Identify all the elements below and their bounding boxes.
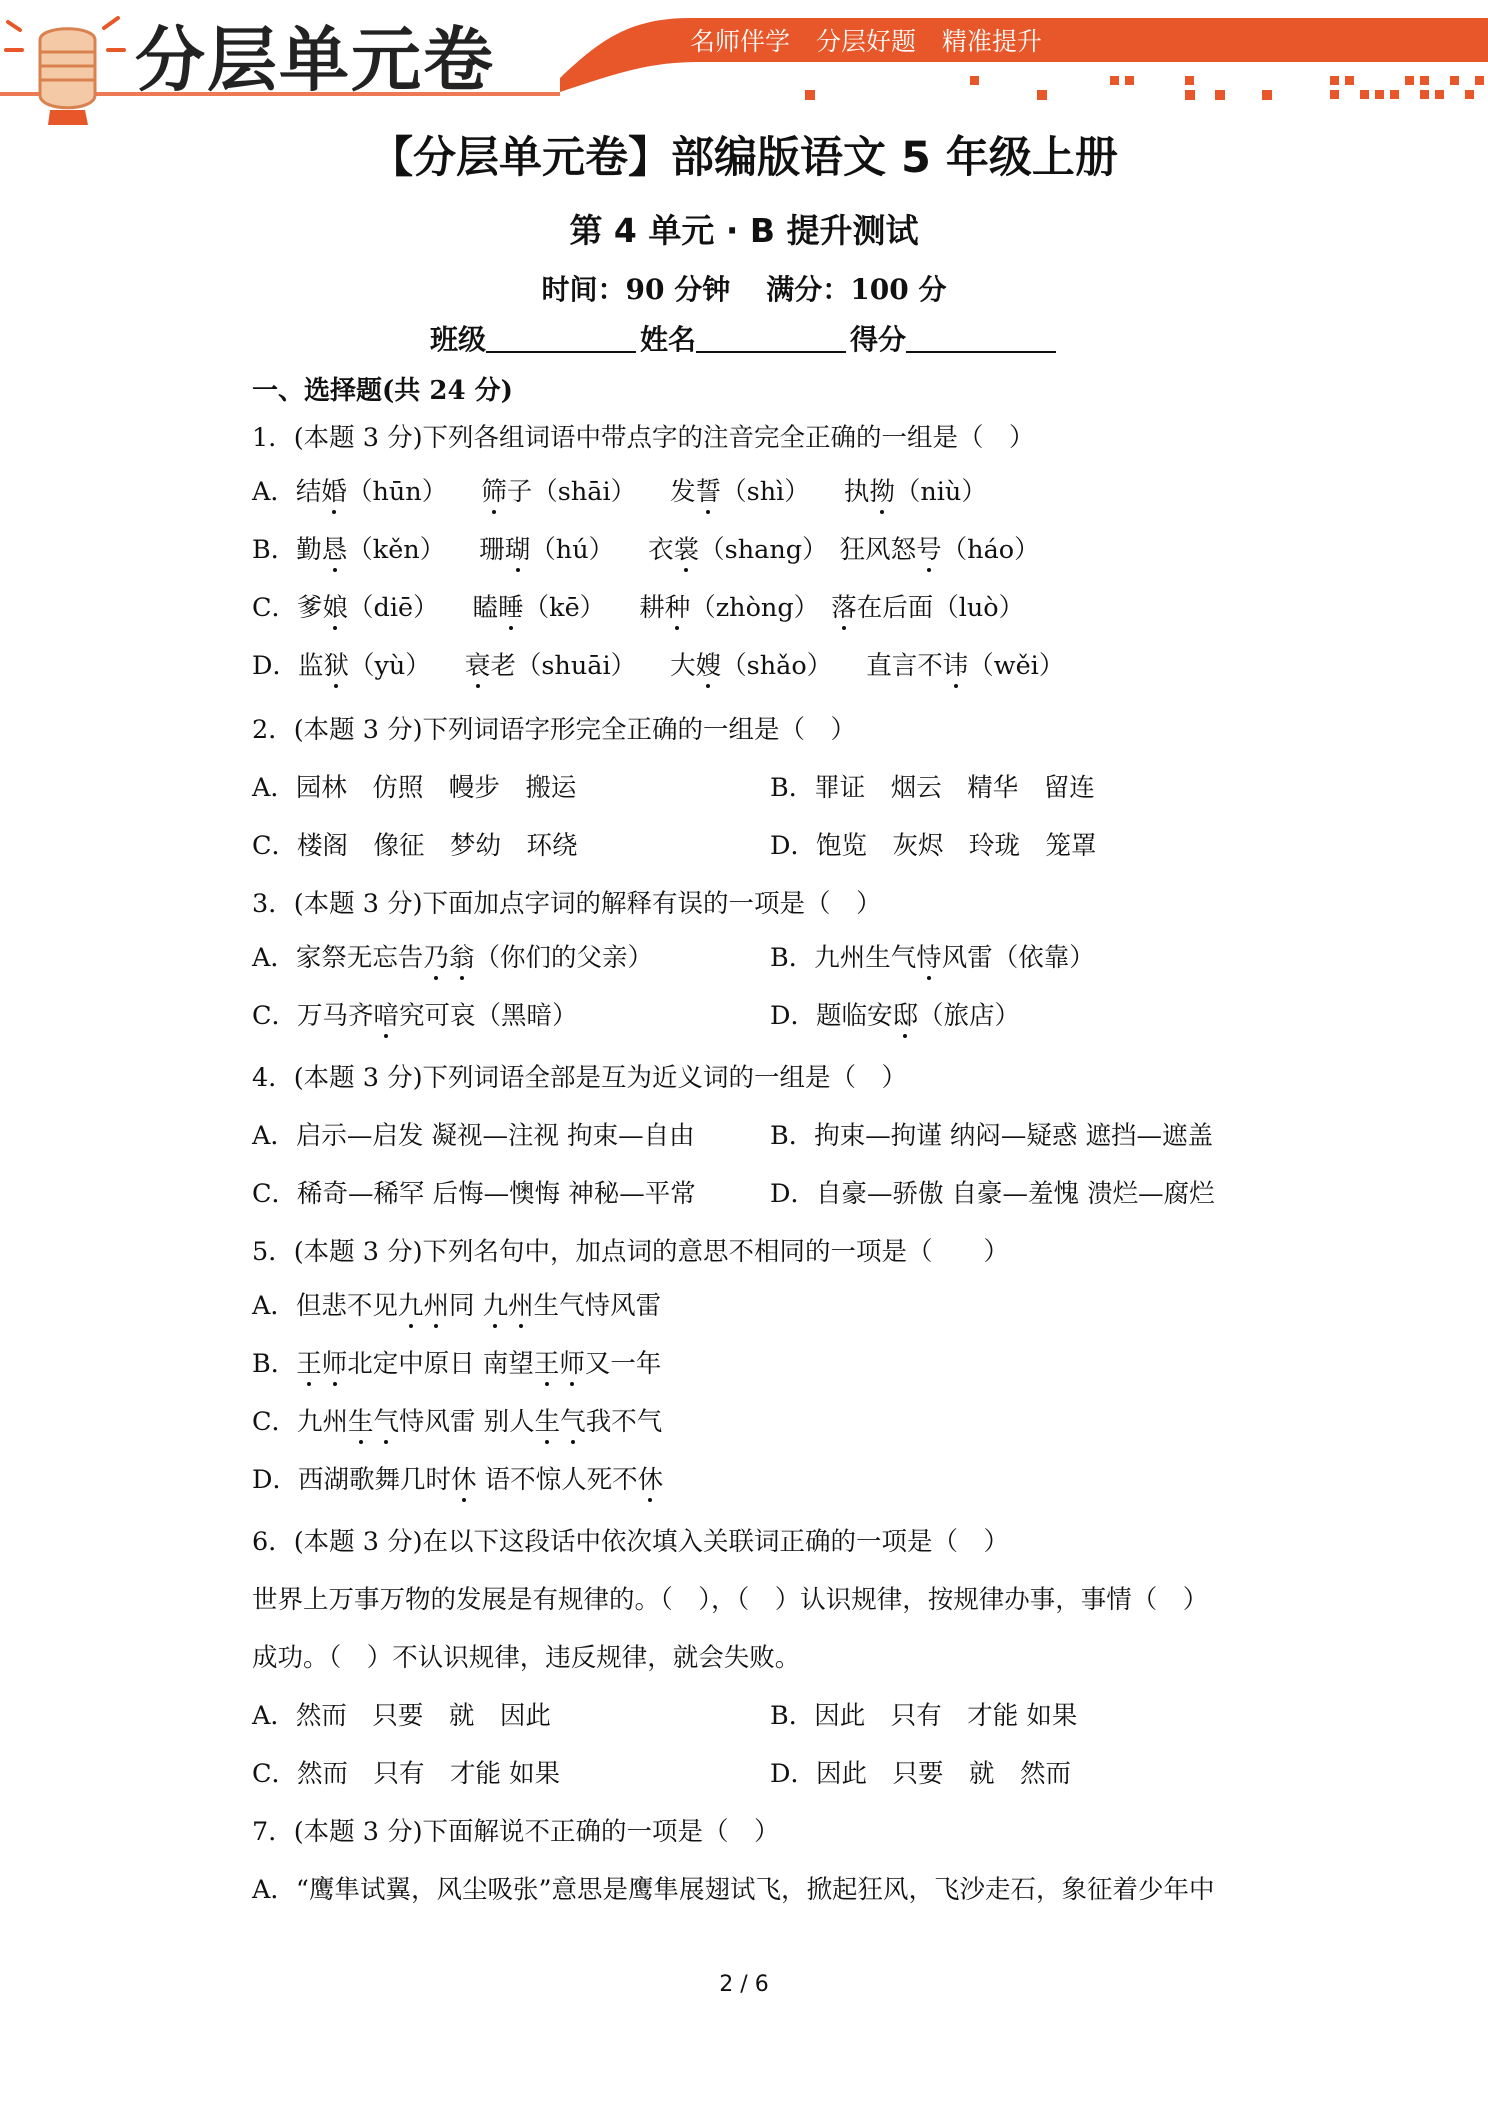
name-blank[interactable]	[696, 323, 846, 353]
section-heading: 一、选择题(共 24 分)	[252, 376, 513, 406]
score-blank[interactable]	[906, 323, 1056, 353]
q2-stem: 2．(本题 3 分)下列词语字形完全正确的一组是（ ）	[252, 715, 857, 745]
q7-stem: 7．(本题 3 分)下面解说不正确的一项是（ ）	[252, 1817, 780, 1847]
q4-option-c: C．稀奇—稀罕 后悔—懊悔 神秘—平常	[252, 1179, 696, 1209]
header-banner	[0, 0, 1488, 130]
q6-passage-line2: 成功。（ ）不认识规律，违反规律，就会失败。	[252, 1643, 801, 1673]
q1-stem: 1．(本题 3 分)下列各组词语中带点字的注音完全正确的一组是（ ）	[252, 423, 1035, 453]
q3-option-b: B．九州生气恃风雷（依靠）	[770, 943, 1095, 973]
student-info-line	[430, 318, 1060, 358]
q5-option-b: B．王师北定中原日 南望王师又一年	[252, 1349, 662, 1379]
document-title: 【分层单元卷】部编版语文 5 年级上册	[370, 133, 1118, 183]
q5-stem: 5．(本题 3 分)下列名句中，加点词的意思不相同的一项是（ ）	[252, 1237, 1010, 1267]
time-label: 时间：90 分钟	[541, 273, 731, 306]
q1-option-b: B．勤恳（kěn） 珊瑚（hú） 衣裳（shang） 狂风怒号（háo）	[252, 535, 1040, 565]
q2-option-b: B．罪证 烟云 精华 留连	[770, 773, 1095, 803]
q7-option-a: A．“鹰隼试翼，风尘吸张”意思是鹰隼展翅试飞，掀起狂风，飞沙走石，象征着少年中	[252, 1875, 1215, 1905]
q6-option-c: C．然而 只有 才能 如果	[252, 1759, 561, 1789]
q6-option-b: B．因此 只有 才能 如果	[770, 1701, 1078, 1731]
score-field-label: 得分	[850, 323, 907, 356]
document-subtitle: 第 4 单元 · B 提升测试	[569, 211, 919, 250]
class-label: 班级	[430, 323, 487, 356]
q2-option-c: C．楼阁 像征 梦幼 环绕	[252, 831, 578, 861]
q6-option-a: A．然而 只要 就 因此	[252, 1701, 551, 1731]
q2-option-d: D．饱览 灰烬 玲珑 笼罩	[770, 831, 1097, 861]
q3-stem: 3．(本题 3 分)下面加点字词的解释有误的一项是（ ）	[252, 889, 882, 919]
q1-option-d: D．监狱（yù） 衰老（shuāi） 大嫂（shǎo） 直言不讳（wěi）	[252, 651, 1065, 681]
q1-option-c: C．爹娘（diē） 瞌睡（kē） 耕种（zhòng） 落在后面（luò）	[252, 593, 1025, 623]
q3-option-d: D．题临安邸（旅店）	[770, 1001, 1020, 1031]
q5-option-c: C．九州生气恃风雷 别人生气我不气	[252, 1407, 663, 1437]
q2-option-a: A．园林 仿照 幔步 搬运	[252, 773, 577, 803]
exam-info	[0, 268, 1488, 308]
q4-option-b: B．拘束—拘谨 纳闷—疑惑 遮挡—遮盖	[770, 1121, 1213, 1151]
q6-stem: 6．(本题 3 分)在以下这段话中依次填入关联词正确的一项是（ ）	[252, 1527, 1010, 1557]
score-label: 满分：100 分	[766, 273, 947, 306]
q3-option-c: C．万马齐喑究可哀（黑暗）	[252, 1001, 578, 1031]
q5-option-a: A．但悲不见九州同 九州生气恃风雷	[252, 1291, 662, 1321]
q6-option-d: D．因此 只要 就 然而	[770, 1759, 1071, 1789]
brand-title: 分层单元卷	[135, 19, 495, 101]
q3-option-a: A．家祭无忘告乃翁（你们的父亲）	[252, 943, 653, 973]
name-label: 姓名	[640, 323, 697, 356]
q4-option-d: D．自豪—骄傲 自豪—羞愧 溃烂—腐烂	[770, 1179, 1215, 1209]
q4-option-a: A．启示—启发 凝视—注视 拘束—自由	[252, 1121, 695, 1151]
q4-stem: 4．(本题 3 分)下列词语全部是互为近义词的一组是（ ）	[252, 1063, 908, 1093]
page-number: 2 / 6	[719, 1972, 769, 1997]
q1-option-a: A．结婚（hūn） 筛子（shāi） 发誓（shì） 执拗（niù）	[252, 477, 987, 507]
fist-icon	[6, 18, 124, 125]
brand-slogan: 名师伴学 分层好题 精准提升	[690, 27, 1042, 56]
q6-passage-line1: 世界上万事万物的发展是有规律的。（ ），（ ）认识规律，按规律办事，事情（ ）	[252, 1585, 1209, 1615]
q5-option-d: D．西湖歌舞几时休 语不惊人死不休	[252, 1465, 664, 1495]
class-blank[interactable]	[486, 323, 636, 353]
